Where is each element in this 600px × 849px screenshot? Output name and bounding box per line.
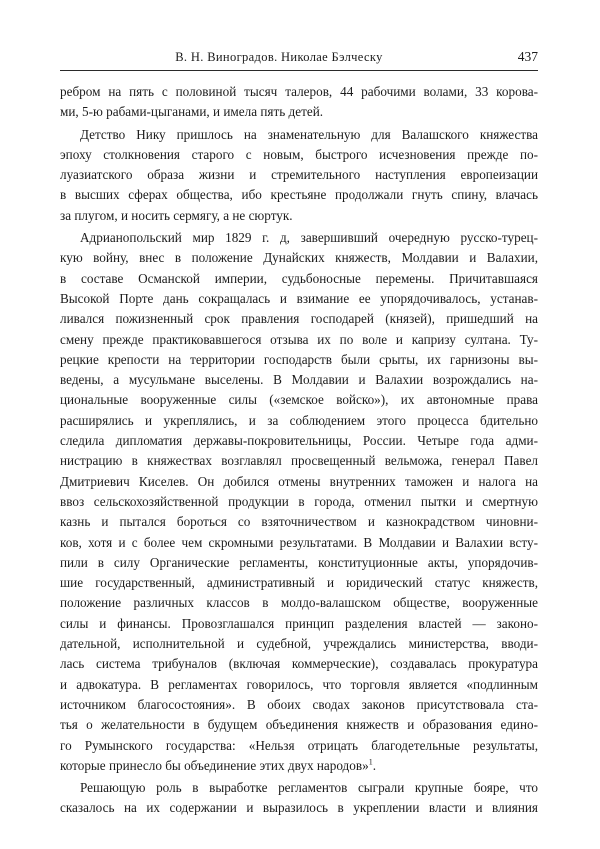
text-line: силы и финансы. Провозглашался принцип разделения властей — законо- <box>60 615 538 631</box>
text-line: Решающую роль в выработке регламентов сыграли крупные бояре, что <box>80 780 538 796</box>
text-line: Детство Нику пришлось на знаменательную для Валашского княжества <box>80 126 538 142</box>
text-line: за плугом, и носить сермягу, а не сюртук. <box>60 207 293 223</box>
text-line: ков, хотя и с более чем скромными результатами. В Молдавии и Валахии всту- <box>60 534 538 550</box>
paragraph <box>60 778 538 819</box>
page-header <box>60 48 538 71</box>
text-line: кую войну, внес в положение Дунайских княжеств, Молдавии и Валахии, <box>60 250 538 266</box>
text-line: расширялись и укреплялись, и за соблюдением этого процесса бдительно <box>60 412 538 428</box>
text-line: дательной, исполнительной и судебной, учреждались министерства, вводи- <box>60 636 538 652</box>
text-line: рецкие крепости на территории господарств были срыты, их гарнизоны вы- <box>60 351 538 367</box>
text-line: в составе Османской империи, судьбоносные перемены. Причитавшаяся <box>60 270 538 286</box>
text-line: лась система трибуналов (включая коммерческие), создавалась прокуратура <box>60 656 538 672</box>
text-line: ребром на пять с половиной тысяч талеров, 44 рабочими волами, 33 корова- <box>60 84 538 99</box>
text-line-content: которые принесло бы объединение этих двух народов» <box>60 757 369 773</box>
text-line: Высокой Порте дань сокращалась и взимание ее упорядочивалось, устанав- <box>60 290 538 306</box>
text-line: смену прежде практиковавшегося отзыва их по воле и капризу султана. Ту- <box>60 331 538 347</box>
paragraph <box>60 228 538 776</box>
text-line: следила дипломатия державы-покровительницы, России. Четыре года адми- <box>60 433 538 449</box>
body-text <box>60 82 538 819</box>
text-line: сказалось на их содержании и выразилось в укреплении власти и влияния <box>60 800 538 816</box>
text-line: и адвокатура. В регламентах говорилось, что торговля является «подлинным <box>60 676 538 692</box>
text-line: положение различных классов в молдо-валашском обществе, вооруженные <box>60 595 538 611</box>
text-line: нистрацию в княжествах возглавлял просвещенный вельможа, генерал Павел <box>60 453 538 469</box>
text-line: источником благосостояния». В обоих сводах законов присутствовала ста- <box>60 696 538 712</box>
text-line: ми, 5-ю рабами-цыганами, и имела пять детей. <box>60 104 324 120</box>
text-line: казнь и пытался бороться со взяточничеством и казнокрадством чиновни- <box>60 514 538 530</box>
running-head: В. Н. Виноградов. Николае Бэлческу <box>175 50 383 64</box>
paragraph <box>60 82 538 123</box>
text-line: луазиатского образа жизни и стремительного наступления европеизации <box>60 167 538 183</box>
text-line: ведены, а мусульмане выселены. В Молдавии и Валахии возрождались на- <box>60 372 538 388</box>
text-line: Дмитриевич Киселев. Он добился отмены внутренних таможен и налога на <box>60 473 538 489</box>
text-line: шие государственный, административный и юридический статус княжеств, <box>60 575 538 591</box>
text-line: Адрианопольский мир 1829 г. д, завершивший очередную русско-турец- <box>80 230 538 246</box>
text-line: в высших сферах общества, ибо крестьяне продолжали гнуть спину, влачась <box>60 187 538 203</box>
text-line: ввоз сельскохозяйственной продукции в города, отменил пытки и смертную <box>60 493 538 509</box>
text-line: тья о желательности в будущем объединения княжеств и образования едино- <box>60 717 538 733</box>
page-number: 437 <box>517 49 538 64</box>
text-line: ливался пожизненный срок правления господарей (князей), пришедший на <box>60 311 538 327</box>
text-line: го Румынского государства: «Нельзя отрицать благодетельные результаты, <box>60 737 538 753</box>
paragraph <box>60 125 538 226</box>
footnote-reference[interactable]: 1 <box>368 757 373 767</box>
text-line: циональные вооруженные силы («земское войско»), их автономные права <box>60 392 538 408</box>
text-line: пили в силу Органические регламенты, конституционные акты, упорядочив- <box>60 554 538 570</box>
text-line-with-footnote: которые принесло бы объединение этих двух народов»$^1$. <box>60 757 376 773</box>
text-line: эпоху столкновения старого с новым, быстрого исчезновения прежде по- <box>60 146 538 162</box>
